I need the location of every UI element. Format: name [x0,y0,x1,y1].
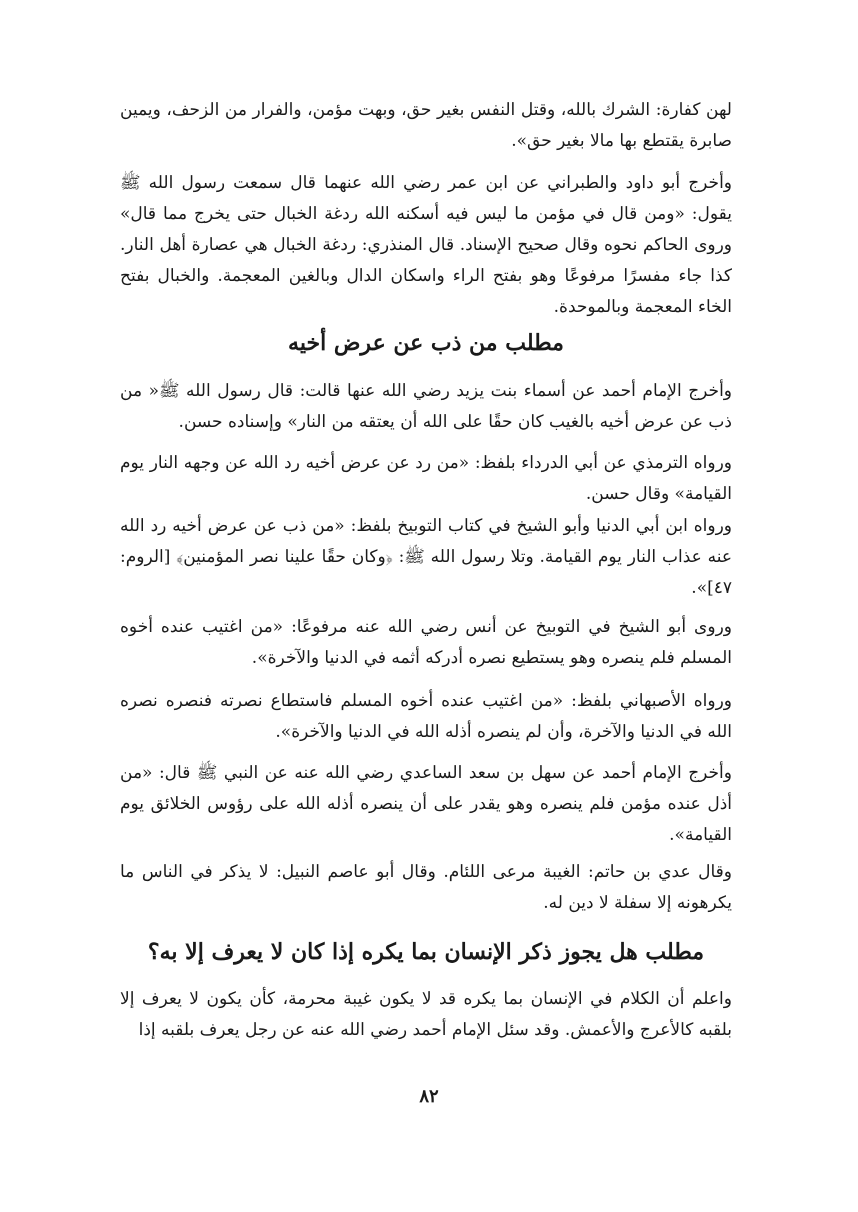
paragraph-1: لهن كفارة: الشرك بالله، وقتل النفس بغير حق، وبهت مؤمن، والفرار من الزحف، ويمين صابرة يقتطع بها مالا بغير حق». [120,100,732,151]
paragraph-9: وقال عدي بن حاتم: الغيبة مرعى اللئام. وقال أبو عاصم النبيل: لا يذكر في الناس ما يكرهونه إلا سفلة لا دين له. [120,862,732,913]
paragraph-6: وروى أبو الشيخ في التوبيخ عن أنس رضي الله عنه مرفوعًا: «من اغتيب عنده أخوه المسلم فلم ينصره وهو يستطيع نصره أدركه أثمه في الدنيا والآخرة». [120,617,732,668]
paragraph-10: واعلم أن الكلام في الإنسان بما يكره قد لا يكون غيبة محرمة، كأن يكون لا يعرف إلا بلقبه كالأعرج والأعمش. وقد سئل الإمام أحمد رضي الله عنه عن رجل يعرف بلقبه إذا [120,989,732,1040]
paragraph-2: وأخرج أبو داود والطبراني عن ابن عمر رضي الله عنهما قال سمعت رسول الله ﷺ يقول: «ومن قال في مؤمن ما ليس فيه أسكنه الله ردغة الخبال حتى يخرج مما قال» وروى الحاكم نحوه وقال صحيح الإسناد. قال المنذري: ردغة الخبال هي عصارة أهل النار. كذا جاء مفسرًا مرفوعًا وهو بفتح الراء واسكان الدال وبالغين المعجمة. والخبال بفتح الخاء المعجمة وبالموحدة. [120,173,732,317]
paragraph-5: ورواه ابن أبي الدنيا وأبو الشيخ في كتاب التوبيخ بلفظ: «من ذب عن عرض أخيه رد الله عنه عذاب النار يوم القيامة. وتلا رسول الله ﷺ: ﴿وكان حقًا علينا نصر المؤمنين﴾ [الروم: ٤٧]». [120,516,732,598]
paragraph-4: ورواه الترمذي عن أبي الدرداء بلفظ: «من رد عن عرض أخيه رد الله عن وجهه النار يوم القيامة» وقال حسن. [120,453,732,504]
page-number: ٨٢ [419,1086,439,1107]
paragraph-7: ورواه الأصبهاني بلفظ: «من اغتيب عنده أخوه المسلم فاستطاع نصرته فنصره نصره الله في الدنيا والآخرة، وأن لم ينصره أذله الله في الدنيا والآخرة». [120,691,732,742]
paragraph-3: وأخرج الإمام أحمد عن أسماء بنت يزيد رضي الله عنها قالت: قال رسول الله ﷺ« من ذب عن عرض أخيه بالغيب كان حقًا على الله أن يعتقه من النار» وإسناده حسن. [120,381,732,432]
section-heading-1: مطلب من ذب عن عرض أخيه [288,330,564,356]
section-heading-2: مطلب هل يجوز ذكر الإنسان بما يكره إذا كان لا يعرف إلا به؟ [147,939,705,965]
paragraph-8: وأخرج الإمام أحمد عن سهل بن سعد الساعدي رضي الله عنه عن النبي ﷺ قال: «من أذل عنده مؤمن فلم ينصره وهو يقدر على أن ينصره أذله الله على رؤوس الخلائق يوم القيامة». [120,763,732,845]
